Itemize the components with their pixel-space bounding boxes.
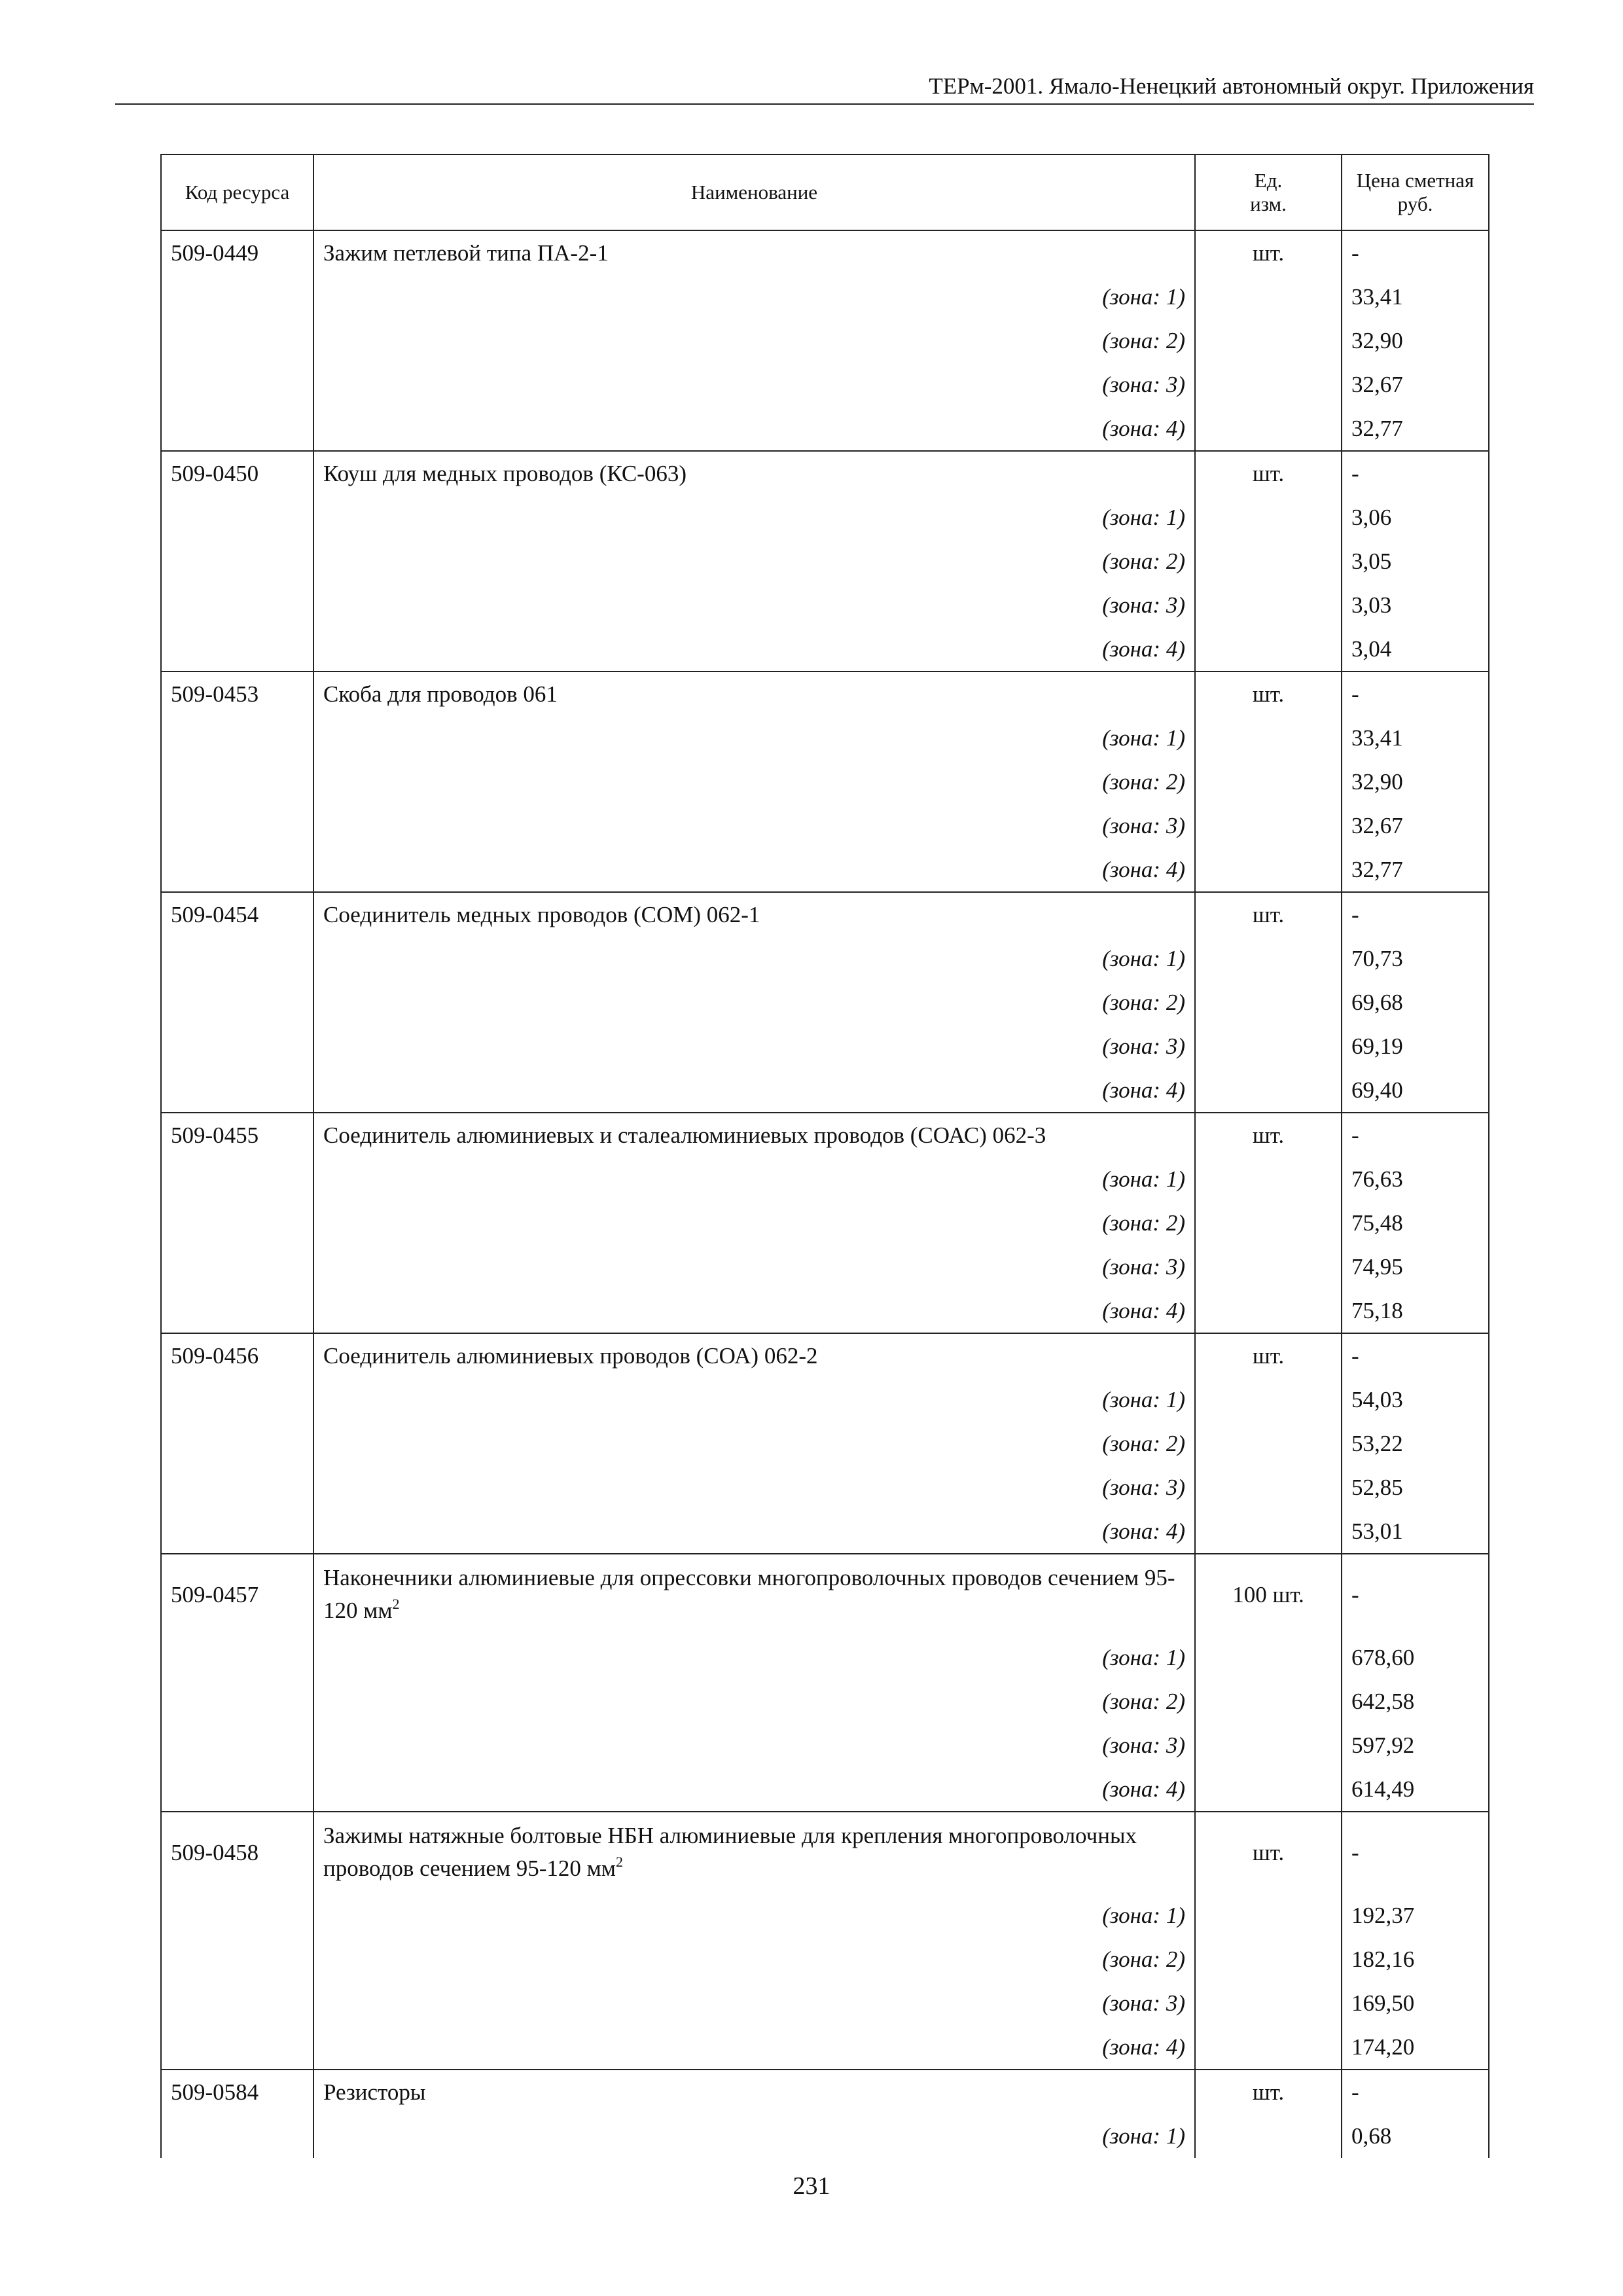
unit-header-line2: изм. [1250,192,1287,215]
zone-price: 75,18 [1342,1289,1489,1333]
zone-unit-empty [1195,1289,1342,1333]
zone-row [161,363,1489,406]
zone-code-empty [161,1981,313,2025]
resource-code: 509-0449 [161,230,313,275]
zone-unit-empty [1195,319,1342,363]
zone-price: 32,77 [1342,406,1489,451]
zone-label: (зона: 4) [313,1068,1195,1113]
resource-name-text: Коуш для медных проводов (КС-063) [323,461,687,486]
column-header-unit [1195,154,1342,230]
resource-name [313,1333,1195,1378]
zone-price: 3,03 [1342,583,1489,627]
unit-of-measure: шт. [1195,451,1342,495]
zone-code-empty [161,1509,313,1554]
zone-code-empty [161,1068,313,1113]
zone-price: 32,77 [1342,848,1489,892]
zone-unit-empty [1195,1465,1342,1509]
zone-code-empty [161,2025,313,2070]
zone-price: 642,58 [1342,1679,1489,1723]
zone-label: (зона: 1) [313,1378,1195,1422]
zone-price: 0,68 [1342,2114,1489,2158]
zone-label: (зона: 3) [313,1024,1195,1068]
zone-unit-empty [1195,2025,1342,2070]
base-price: - [1342,1554,1489,1636]
zone-price: 32,90 [1342,760,1489,804]
zone-unit-empty [1195,1245,1342,1289]
resource-code: 509-0453 [161,672,313,716]
resource-name-text: Наконечники алюминиевые для опрессовки многопроволочных проводов сечением 95-120 мм [323,1565,1175,1623]
zone-price: 32,67 [1342,804,1489,848]
document-title: ТЕРм-2001. Ямало-Ненецкий автономный округ. Приложения [929,73,1534,99]
resource-name-text: Зажим петлевой типа ПА-2-1 [323,240,609,266]
zone-code-empty [161,1378,313,1422]
zone-label: (зона: 4) [313,2025,1195,2070]
resource-name-text: Соединитель медных проводов (СОМ) 062-1 [323,902,760,927]
page-header [115,71,1534,105]
resource-name [313,892,1195,937]
zone-price: 69,40 [1342,1068,1489,1113]
zone-unit-empty [1195,275,1342,319]
zone-row [161,2025,1489,2070]
zone-price: 169,50 [1342,1981,1489,2025]
zone-price: 70,73 [1342,937,1489,980]
zone-label: (зона: 2) [313,1201,1195,1245]
zone-unit-empty [1195,1378,1342,1422]
zone-code-empty [161,406,313,451]
zone-code-empty [161,1422,313,1465]
zone-row [161,1289,1489,1333]
price-table [160,154,1489,2158]
zone-price: 69,19 [1342,1024,1489,1068]
column-header-price [1342,154,1489,230]
zone-price: 52,85 [1342,1465,1489,1509]
zone-code-empty [161,1767,313,1812]
resource-name [313,451,1195,495]
zone-price: 192,37 [1342,1893,1489,1937]
zone-row [161,1636,1489,1679]
zone-unit-empty [1195,1893,1342,1937]
zone-unit-empty [1195,1201,1342,1245]
zone-unit-empty [1195,1679,1342,1723]
zone-label: (зона: 3) [313,1245,1195,1289]
zone-label: (зона: 3) [313,583,1195,627]
unit-of-measure: 100 шт. [1195,1554,1342,1636]
zone-price: 33,41 [1342,275,1489,319]
zone-row [161,1981,1489,2025]
zone-code-empty [161,980,313,1024]
zone-label: (зона: 4) [313,1767,1195,1812]
zone-price: 678,60 [1342,1636,1489,1679]
zone-label: (зона: 4) [313,1289,1195,1333]
unit-superscript: 2 [392,1596,400,1612]
zone-unit-empty [1195,1509,1342,1554]
zone-code-empty [161,275,313,319]
base-price: - [1342,672,1489,716]
zone-unit-empty [1195,539,1342,583]
zone-row [161,804,1489,848]
price-header-line1: Цена сметная [1356,169,1474,192]
zone-unit-empty [1195,760,1342,804]
zone-row [161,716,1489,760]
zone-unit-empty [1195,804,1342,848]
zone-price: 75,48 [1342,1201,1489,1245]
unit-header-line1: Ед. [1254,169,1283,192]
zone-price: 182,16 [1342,1937,1489,1981]
base-price: - [1342,1113,1489,1157]
table-row [161,1554,1489,1636]
zone-price: 597,92 [1342,1723,1489,1767]
zone-label: (зона: 2) [313,1679,1195,1723]
column-header-code: Код ресурса [161,154,313,230]
zone-unit-empty [1195,1981,1342,2025]
resource-code: 509-0457 [161,1554,313,1636]
zone-row [161,1422,1489,1465]
zone-label: (зона: 3) [313,363,1195,406]
zone-code-empty [161,1937,313,1981]
zone-code-empty [161,1245,313,1289]
unit-of-measure: шт. [1195,2070,1342,2114]
zone-label: (зона: 3) [313,1723,1195,1767]
zone-unit-empty [1195,1024,1342,1068]
column-header-name: Наименование [313,154,1195,230]
zone-unit-empty [1195,627,1342,672]
resource-code: 509-0584 [161,2070,313,2114]
zone-row [161,1937,1489,1981]
zone-code-empty [161,848,313,892]
table-row [161,230,1489,275]
zone-code-empty [161,1289,313,1333]
zone-label: (зона: 1) [313,1157,1195,1201]
zone-row [161,583,1489,627]
zone-unit-empty [1195,2114,1342,2158]
zone-unit-empty [1195,1636,1342,1679]
zone-code-empty [161,1024,313,1068]
zone-price: 53,22 [1342,1422,1489,1465]
table-row [161,451,1489,495]
zone-unit-empty [1195,1937,1342,1981]
zone-price: 3,05 [1342,539,1489,583]
zone-label: (зона: 1) [313,1893,1195,1937]
table-row [161,1812,1489,1893]
zone-code-empty [161,363,313,406]
zone-row [161,495,1489,539]
zone-code-empty [161,319,313,363]
zone-code-empty [161,1157,313,1201]
resource-name [313,1812,1195,1893]
base-price: - [1342,892,1489,937]
zone-price: 53,01 [1342,1509,1489,1554]
resource-name [313,1554,1195,1636]
zone-row [161,2114,1489,2158]
zone-code-empty [161,716,313,760]
table-row [161,1333,1489,1378]
zone-label: (зона: 2) [313,1937,1195,1981]
zone-row [161,539,1489,583]
zone-label: (зона: 2) [313,1422,1195,1465]
zone-unit-empty [1195,716,1342,760]
unit-superscript: 2 [615,1854,623,1870]
resource-name-text: Соединитель алюминиевых и сталеалюминиевых проводов (СОАС) 062-3 [323,1122,1046,1148]
zone-label: (зона: 2) [313,319,1195,363]
zone-label: (зона: 1) [313,495,1195,539]
zone-row [161,627,1489,672]
zone-label: (зона: 1) [313,2114,1195,2158]
zone-row [161,1157,1489,1201]
resource-code: 509-0458 [161,1812,313,1893]
page-number: 231 [793,2172,830,2200]
zone-price: 32,67 [1342,363,1489,406]
zone-row [161,1509,1489,1554]
zone-unit-empty [1195,1723,1342,1767]
zone-unit-empty [1195,363,1342,406]
base-price: - [1342,2070,1489,2114]
table-row [161,892,1489,937]
zone-price: 174,20 [1342,2025,1489,2070]
resource-name-text: Соединитель алюминиевых проводов (СОА) 062-2 [323,1343,818,1369]
zone-label: (зона: 2) [313,539,1195,583]
zone-label: (зона: 1) [313,275,1195,319]
zone-code-empty [161,2114,313,2158]
unit-of-measure: шт. [1195,230,1342,275]
resource-name-text: Резисторы [323,2079,426,2105]
resource-name [313,230,1195,275]
table-header-row [161,154,1489,230]
zone-code-empty [161,1465,313,1509]
base-price: - [1342,230,1489,275]
unit-of-measure: шт. [1195,1812,1342,1893]
zone-label: (зона: 1) [313,1636,1195,1679]
zone-label: (зона: 1) [313,937,1195,980]
zone-code-empty [161,804,313,848]
zone-unit-empty [1195,1157,1342,1201]
zone-row [161,1201,1489,1245]
zone-code-empty [161,1893,313,1937]
zone-row [161,1024,1489,1068]
zone-price: 33,41 [1342,716,1489,760]
zone-code-empty [161,495,313,539]
zone-row [161,1068,1489,1113]
unit-of-measure: шт. [1195,672,1342,716]
resource-name [313,672,1195,716]
zone-label: (зона: 4) [313,406,1195,451]
zone-row [161,937,1489,980]
zone-unit-empty [1195,1068,1342,1113]
zone-unit-empty [1195,583,1342,627]
zone-label: (зона: 3) [313,1465,1195,1509]
zone-code-empty [161,627,313,672]
resource-name-text: Зажимы натяжные болтовые НБН алюминиевые для крепления многопроволочных проводов сечением 95-120 мм [323,1823,1137,1881]
zone-label: (зона: 4) [313,627,1195,672]
zone-price: 69,68 [1342,980,1489,1024]
resource-code: 509-0454 [161,892,313,937]
resource-name [313,2070,1195,2114]
zone-unit-empty [1195,1422,1342,1465]
zone-price: 54,03 [1342,1378,1489,1422]
resource-code: 509-0455 [161,1113,313,1157]
zone-row [161,1767,1489,1812]
zone-code-empty [161,1201,313,1245]
zone-label: (зона: 4) [313,848,1195,892]
resource-code: 509-0456 [161,1333,313,1378]
zone-price: 3,06 [1342,495,1489,539]
zone-row [161,406,1489,451]
zone-unit-empty [1195,937,1342,980]
table-row [161,2070,1489,2114]
zone-row [161,1378,1489,1422]
zone-code-empty [161,1723,313,1767]
unit-of-measure: шт. [1195,1113,1342,1157]
zone-code-empty [161,760,313,804]
zone-label: (зона: 2) [313,980,1195,1024]
zone-row [161,1245,1489,1289]
unit-of-measure: шт. [1195,1333,1342,1378]
zone-unit-empty [1195,406,1342,451]
resource-name [313,1113,1195,1157]
zone-price: 3,04 [1342,627,1489,672]
unit-of-measure: шт. [1195,892,1342,937]
zone-code-empty [161,937,313,980]
zone-code-empty [161,1636,313,1679]
zone-row [161,1465,1489,1509]
zone-code-empty [161,539,313,583]
zone-row [161,1893,1489,1937]
zone-row [161,760,1489,804]
zone-row [161,1679,1489,1723]
zone-price: 32,90 [1342,319,1489,363]
zone-label: (зона: 2) [313,760,1195,804]
zone-price: 614,49 [1342,1767,1489,1812]
zone-label: (зона: 3) [313,804,1195,848]
zone-price: 74,95 [1342,1245,1489,1289]
resource-code: 509-0450 [161,451,313,495]
zone-unit-empty [1195,980,1342,1024]
zone-unit-empty [1195,495,1342,539]
base-price: - [1342,1333,1489,1378]
zone-row [161,319,1489,363]
zone-row [161,980,1489,1024]
zone-unit-empty [1195,848,1342,892]
zone-code-empty [161,1679,313,1723]
table-row [161,1113,1489,1157]
base-price: - [1342,1812,1489,1893]
zone-price: 76,63 [1342,1157,1489,1201]
resource-name-text: Скоба для проводов 061 [323,681,558,707]
zone-code-empty [161,583,313,627]
zone-label: (зона: 1) [313,716,1195,760]
zone-row [161,275,1489,319]
zone-unit-empty [1195,1767,1342,1812]
price-header-line2: руб. [1397,192,1433,215]
zone-row [161,1723,1489,1767]
base-price: - [1342,451,1489,495]
zone-label: (зона: 3) [313,1981,1195,2025]
table-body [161,230,1489,2158]
zone-row [161,848,1489,892]
table-row [161,672,1489,716]
zone-label: (зона: 4) [313,1509,1195,1554]
